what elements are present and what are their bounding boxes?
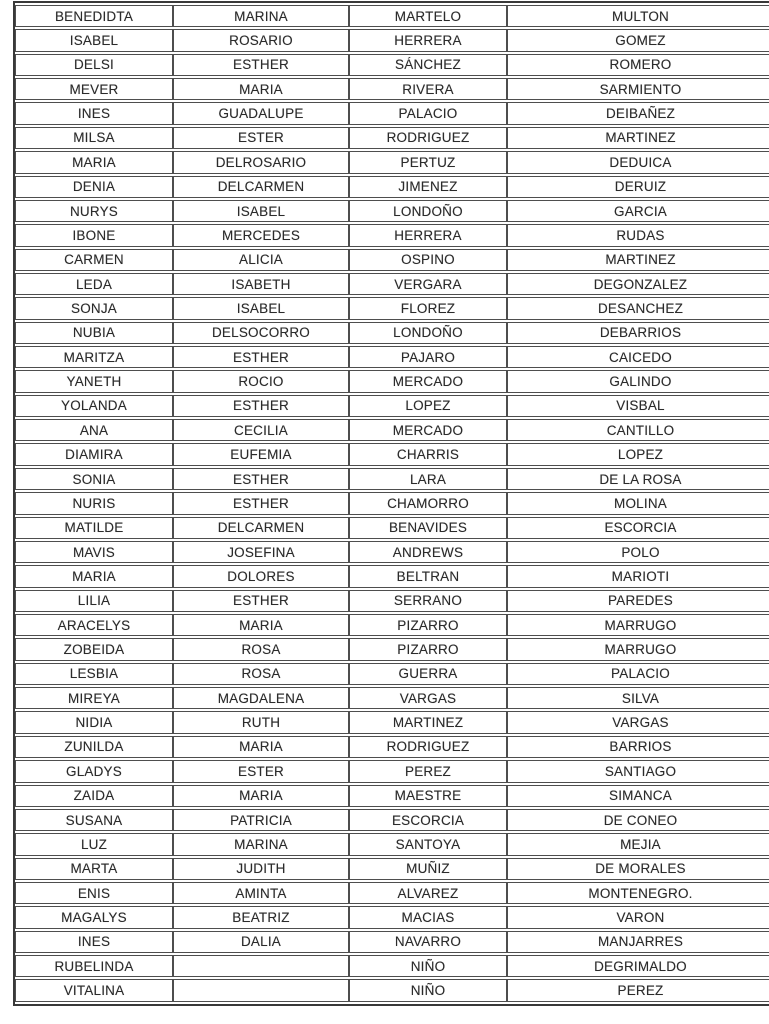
name-cell: DENIA xyxy=(15,176,173,198)
name-cell: ANA xyxy=(15,419,173,441)
name-cell: GOMEZ xyxy=(507,29,769,51)
name-cell: NUBIA xyxy=(15,322,173,344)
name-cell: MACIAS xyxy=(349,906,507,928)
name-cell: BENEDIDTA xyxy=(15,5,173,27)
table-row xyxy=(15,5,769,27)
name-cell: ALVAREZ xyxy=(349,882,507,904)
name-cell: RUTH xyxy=(173,711,349,733)
table-row xyxy=(15,687,769,709)
name-cell: MARIA xyxy=(15,151,173,173)
name-cell: ESTHER xyxy=(173,346,349,368)
name-cell: MAGDALENA xyxy=(173,687,349,709)
name-cell: VARGAS xyxy=(349,687,507,709)
name-cell: MARIA xyxy=(173,785,349,807)
name-cell: ROSA xyxy=(173,638,349,660)
name-cell: SIMANCA xyxy=(507,785,769,807)
name-cell: ROSARIO xyxy=(173,29,349,51)
name-cell: MARTINEZ xyxy=(507,249,769,271)
name-cell: LOPEZ xyxy=(507,443,769,465)
name-cell: MARINA xyxy=(173,833,349,855)
name-cell: MAVIS xyxy=(15,541,173,563)
name-cell: NIÑO xyxy=(349,955,507,977)
table-row xyxy=(15,127,769,149)
name-cell: ENIS xyxy=(15,882,173,904)
name-cell: MANJARRES xyxy=(507,931,769,953)
name-cell: RUDAS xyxy=(507,224,769,246)
name-cell: NIÑO xyxy=(349,979,507,1002)
name-cell: JUDITH xyxy=(173,858,349,880)
name-cell: MERCADO xyxy=(349,419,507,441)
name-cell: NIDIA xyxy=(15,711,173,733)
name-cell: LONDOÑO xyxy=(349,200,507,222)
table-row xyxy=(15,955,769,977)
name-cell: MERCEDES xyxy=(173,224,349,246)
name-cell: ALICIA xyxy=(173,249,349,271)
name-cell: LARA xyxy=(349,468,507,490)
name-cell: GLADYS xyxy=(15,760,173,782)
name-cell: SANTOYA xyxy=(349,833,507,855)
name-cell: GARCIA xyxy=(507,200,769,222)
name-cell: HERRERA xyxy=(349,224,507,246)
table-row xyxy=(15,54,769,76)
name-cell: MARTA xyxy=(15,858,173,880)
name-cell: BEATRIZ xyxy=(173,906,349,928)
name-cell: MARTINEZ xyxy=(349,711,507,733)
name-cell: OSPINO xyxy=(349,249,507,271)
name-cell: CARMEN xyxy=(15,249,173,271)
table-row xyxy=(15,200,769,222)
name-cell: DELROSARIO xyxy=(173,151,349,173)
name-cell: DELCARMEN xyxy=(173,176,349,198)
name-cell: BELTRAN xyxy=(349,565,507,587)
name-cell: DELCARMEN xyxy=(173,517,349,539)
name-cell: CHARRIS xyxy=(349,443,507,465)
table-row xyxy=(15,736,769,758)
name-cell: ESCORCIA xyxy=(349,809,507,831)
table-row xyxy=(15,346,769,368)
name-cell: MAESTRE xyxy=(349,785,507,807)
name-cell: PEREZ xyxy=(349,760,507,782)
name-cell: MARRUGO xyxy=(507,638,769,660)
table-row xyxy=(15,614,769,636)
name-cell: MILSA xyxy=(15,127,173,149)
name-cell: NAVARRO xyxy=(349,931,507,953)
table-row xyxy=(15,297,769,319)
name-cell: MEVER xyxy=(15,78,173,100)
name-cell: ZOBEIDA xyxy=(15,638,173,660)
table-row xyxy=(15,663,769,685)
name-cell: ESCORCIA xyxy=(507,517,769,539)
table-row xyxy=(15,858,769,880)
table-row xyxy=(15,979,769,1002)
name-cell: NURIS xyxy=(15,492,173,514)
names-table xyxy=(13,1,769,1006)
name-cell: JIMENEZ xyxy=(349,176,507,198)
name-cell: ARACELYS xyxy=(15,614,173,636)
name-cell: MEJIA xyxy=(507,833,769,855)
table-row xyxy=(15,638,769,660)
name-cell: DOLORES xyxy=(173,565,349,587)
name-cell: PIZARRO xyxy=(349,614,507,636)
name-cell: ISABEL xyxy=(173,297,349,319)
name-cell: NURYS xyxy=(15,200,173,222)
name-cell: PEREZ xyxy=(507,979,769,1002)
name-cell: LOPEZ xyxy=(349,395,507,417)
name-cell: MARTELO xyxy=(349,5,507,27)
name-cell: ESTHER xyxy=(173,395,349,417)
table-row xyxy=(15,468,769,490)
name-cell: ZUNILDA xyxy=(15,736,173,758)
name-cell: VISBAL xyxy=(507,395,769,417)
name-cell: ESTHER xyxy=(173,590,349,612)
name-cell: ROMERO xyxy=(507,54,769,76)
name-cell: DEGONZALEZ xyxy=(507,273,769,295)
name-cell: MARIA xyxy=(15,565,173,587)
name-cell: ANDREWS xyxy=(349,541,507,563)
table-row xyxy=(15,565,769,587)
name-cell: ISABEL xyxy=(15,29,173,51)
name-cell: LONDOÑO xyxy=(349,322,507,344)
name-cell: CECILIA xyxy=(173,419,349,441)
name-cell: POLO xyxy=(507,541,769,563)
table-row xyxy=(15,395,769,417)
name-cell: FLOREZ xyxy=(349,297,507,319)
name-cell: SARMIENTO xyxy=(507,78,769,100)
name-cell: MARIA xyxy=(173,614,349,636)
name-cell: MULTON xyxy=(507,5,769,27)
table-row xyxy=(15,785,769,807)
name-cell: MAGALYS xyxy=(15,906,173,928)
table-row xyxy=(15,322,769,344)
name-cell: PAJARO xyxy=(349,346,507,368)
name-cell: DE MORALES xyxy=(507,858,769,880)
table-row xyxy=(15,590,769,612)
name-cell: ZAIDA xyxy=(15,785,173,807)
name-cell: PIZARRO xyxy=(349,638,507,660)
name-cell: DEGRIMALDO xyxy=(507,955,769,977)
table-row xyxy=(15,931,769,953)
name-cell: GUERRA xyxy=(349,663,507,685)
name-cell: DEIBAÑEZ xyxy=(507,102,769,124)
name-cell: INES xyxy=(15,102,173,124)
name-cell: VITALINA xyxy=(15,979,173,1002)
name-cell: ISABEL xyxy=(173,200,349,222)
name-cell: DESANCHEZ xyxy=(507,297,769,319)
name-cell: GUADALUPE xyxy=(173,102,349,124)
name-cell: DERUIZ xyxy=(507,176,769,198)
name-cell: ESTHER xyxy=(173,492,349,514)
name-cell: MARINA xyxy=(173,5,349,27)
name-cell: MUÑIZ xyxy=(349,858,507,880)
name-cell: RIVERA xyxy=(349,78,507,100)
name-cell: MARRUGO xyxy=(507,614,769,636)
table-row xyxy=(15,809,769,831)
table-row xyxy=(15,833,769,855)
table-row xyxy=(15,711,769,733)
name-cell: ROCIO xyxy=(173,370,349,392)
name-cell: PATRICIA xyxy=(173,809,349,831)
name-cell: MARIA xyxy=(173,78,349,100)
name-cell: ISABETH xyxy=(173,273,349,295)
table-row xyxy=(15,419,769,441)
name-cell: IBONE xyxy=(15,224,173,246)
name-cell: VARON xyxy=(507,906,769,928)
name-cell: YANETH xyxy=(15,370,173,392)
name-cell: DE LA ROSA xyxy=(507,468,769,490)
name-cell: ESTHER xyxy=(173,54,349,76)
name-cell: DEBARRIOS xyxy=(507,322,769,344)
name-cell: YOLANDA xyxy=(15,395,173,417)
name-cell: BARRIOS xyxy=(507,736,769,758)
name-cell: SÁNCHEZ xyxy=(349,54,507,76)
name-cell: DELSI xyxy=(15,54,173,76)
name-cell: MARTINEZ xyxy=(507,127,769,149)
name-cell: SILVA xyxy=(507,687,769,709)
name-cell: PAREDES xyxy=(507,590,769,612)
name-cell: LEDA xyxy=(15,273,173,295)
table-row xyxy=(15,29,769,51)
name-cell: SANTIAGO xyxy=(507,760,769,782)
name-cell: MARIOTI xyxy=(507,565,769,587)
name-cell: BENAVIDES xyxy=(349,517,507,539)
name-cell: AMINTA xyxy=(173,882,349,904)
name-cell: PALACIO xyxy=(349,102,507,124)
name-cell: LESBIA xyxy=(15,663,173,685)
table-row xyxy=(15,443,769,465)
name-cell xyxy=(173,979,349,1002)
name-cell: JOSEFINA xyxy=(173,541,349,563)
table-row xyxy=(15,370,769,392)
table-row xyxy=(15,102,769,124)
table-row xyxy=(15,176,769,198)
name-cell: MERCADO xyxy=(349,370,507,392)
name-cell: LILIA xyxy=(15,590,173,612)
name-cell: DE CONEO xyxy=(507,809,769,831)
name-cell: SERRANO xyxy=(349,590,507,612)
name-cell: PERTUZ xyxy=(349,151,507,173)
table-row xyxy=(15,906,769,928)
name-cell: DELSOCORRO xyxy=(173,322,349,344)
name-cell: MONTENEGRO. xyxy=(507,882,769,904)
name-cell: LUZ xyxy=(15,833,173,855)
name-cell: MATILDE xyxy=(15,517,173,539)
name-cell: RODRIGUEZ xyxy=(349,736,507,758)
name-cell: MIREYA xyxy=(15,687,173,709)
name-cell: ESTHER xyxy=(173,468,349,490)
name-cell: GALINDO xyxy=(507,370,769,392)
name-cell: MARIA xyxy=(173,736,349,758)
name-cell: SONIA xyxy=(15,468,173,490)
name-cell: HERRERA xyxy=(349,29,507,51)
name-cell: RODRIGUEZ xyxy=(349,127,507,149)
table-row xyxy=(15,517,769,539)
table-row xyxy=(15,273,769,295)
name-cell: EUFEMIA xyxy=(173,443,349,465)
table-row xyxy=(15,760,769,782)
name-cell: PALACIO xyxy=(507,663,769,685)
name-cell: MOLINA xyxy=(507,492,769,514)
name-cell: ROSA xyxy=(173,663,349,685)
name-cell: CAICEDO xyxy=(507,346,769,368)
name-cell: MARITZA xyxy=(15,346,173,368)
name-cell: VARGAS xyxy=(507,711,769,733)
table-row xyxy=(15,882,769,904)
name-cell: DALIA xyxy=(173,931,349,953)
table-row xyxy=(15,78,769,100)
name-cell: ESTER xyxy=(173,127,349,149)
name-cell: RUBELINDA xyxy=(15,955,173,977)
name-cell: SONJA xyxy=(15,297,173,319)
names-table-body xyxy=(15,5,769,1002)
name-cell: ESTER xyxy=(173,760,349,782)
name-cell: DEDUICA xyxy=(507,151,769,173)
name-cell xyxy=(173,955,349,977)
name-cell: DIAMIRA xyxy=(15,443,173,465)
name-cell: INES xyxy=(15,931,173,953)
name-cell: VERGARA xyxy=(349,273,507,295)
table-row xyxy=(15,492,769,514)
table-row xyxy=(15,224,769,246)
table-row xyxy=(15,541,769,563)
table-row xyxy=(15,249,769,271)
name-cell: CHAMORRO xyxy=(349,492,507,514)
name-cell: CANTILLO xyxy=(507,419,769,441)
name-cell: SUSANA xyxy=(15,809,173,831)
table-row xyxy=(15,151,769,173)
